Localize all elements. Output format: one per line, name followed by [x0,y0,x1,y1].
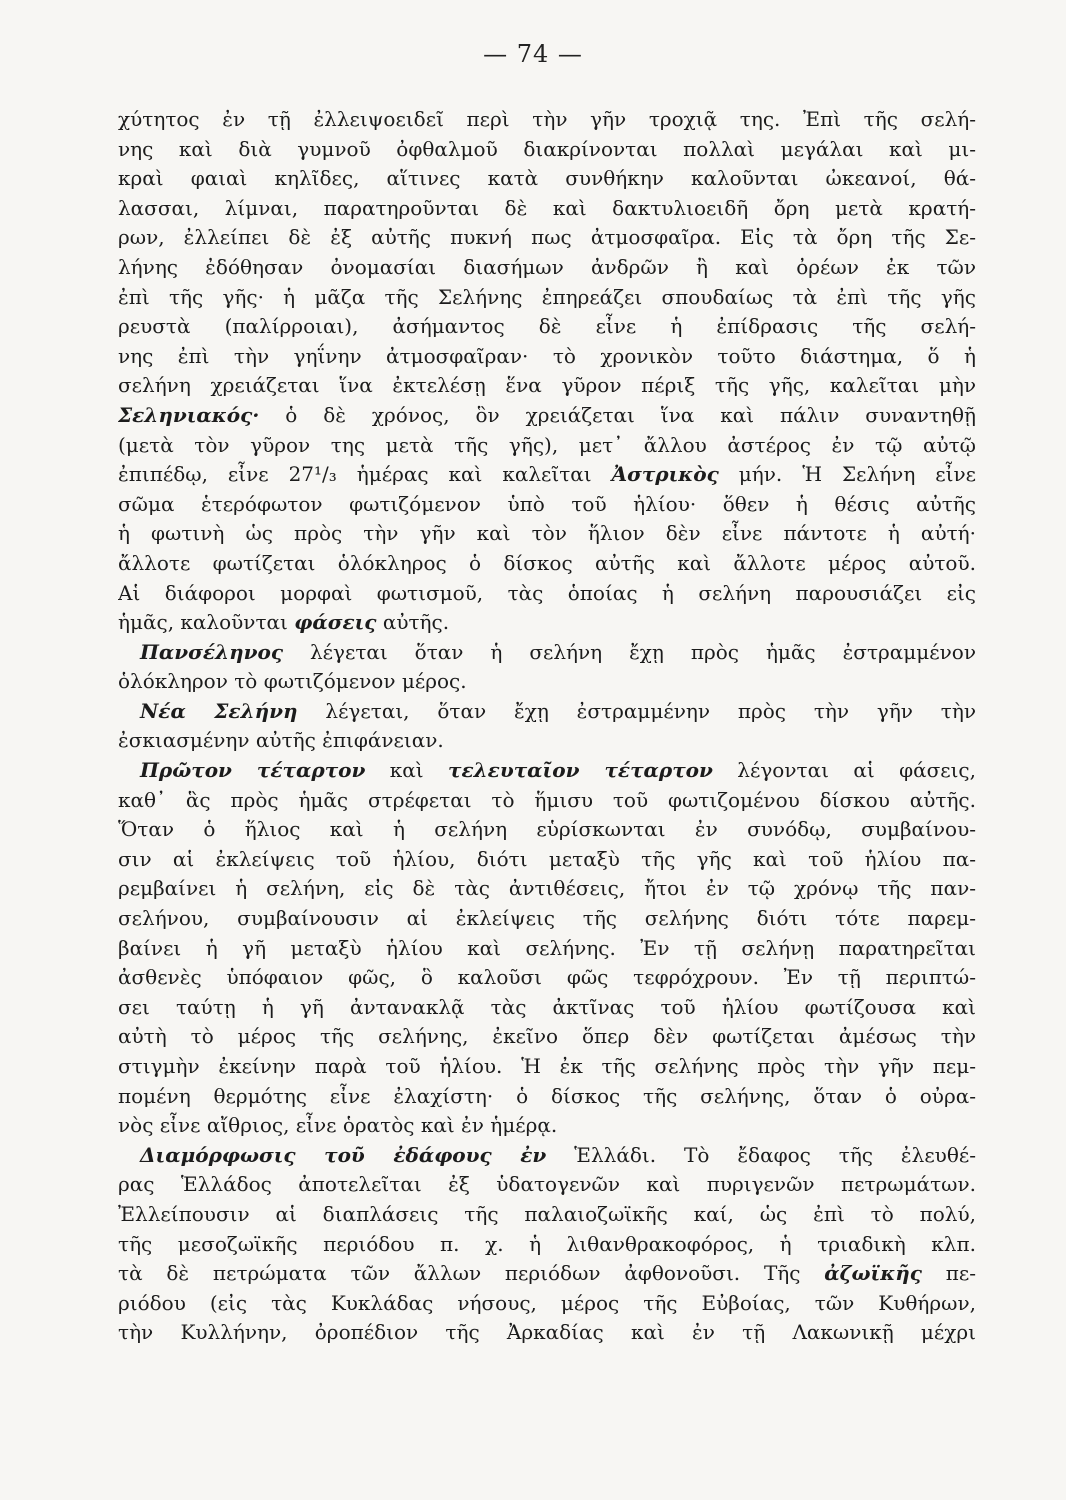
emphasized-term: Νέα Σελήνη [140,698,298,723]
line-text: τῆς μεσοζωϊκῆς περιόδου π. χ. ἡ λιθανθρακοφόρος, ἡ τριαδικὴ κλπ. [118,1231,976,1256]
text-line [118,667,976,697]
line-text: λήνης ἐδόθησαν ὀνομασίαι διασήμων ἀνδρῶν ἢ καὶ ὀρέων ἐκ τῶν [118,254,976,279]
line-text: χύτητος ἐν τῇ ἐλλειψοειδεῖ περὶ τὴν γῆν τροχιᾷ της. Ἐπὶ τῆς σελή- [118,107,976,131]
text-line [118,1082,976,1112]
line-text: ἡ φωτινὴ ὡς πρὸς τὴν γῆν καὶ τὸν ἥλιον δὲν εἶνε πάντοτε ἡ αὐτή· [118,521,976,546]
line-text: κραὶ φαιαὶ κηλῖδες, αἵτινες κατὰ συνθήκην καλοῦνται ὠκεανοί, θά- [118,166,976,191]
text-line [118,342,976,372]
line-text: νης καὶ διὰ γυμνοῦ ὀφθαλμοῦ διακρίνονται πολλαὶ μεγάλαι καὶ μι- [118,136,976,161]
line-text: σιν αἱ ἐκλείψεις τοῦ ἡλίου, διότι μεταξὺ τῆς γῆς καὶ τοῦ ἡλίου πα- [118,846,976,871]
text-line [118,1200,976,1230]
text-line [118,401,976,431]
text-line [118,549,976,579]
line-text: πομένη θερμότης εἶνε ἐλαχίστη· ὁ δίσκος τῆς σελήνης, ὅταν ὁ οὐρα- [118,1083,976,1108]
line-text: ρευστὰ (παλίρροιαι), ἀσήμαντος δὲ εἶνε ἡ ἐπίδρασις τῆς σελή- [118,314,976,339]
line-text: τὴν Κυλλήνην, ὀροπέδιον τῆς Ἀρκαδίας καὶ ἐν τῇ Λακωνικῇ μέχρι [118,1320,976,1345]
emphasized-term: τελευταῖον τέταρτον [448,758,713,783]
text-line [118,726,976,756]
line-text: ἐπὶ τῆς γῆς· ἡ μᾶζα τῆς Σελήνης ἐπηρεάζει σπουδαίως τὰ ἐπὶ τῆς γῆς [118,284,976,309]
line-text: νὸς εἶνε αἴθριος, εἶνε ὁρατὸς καὶ ἐν ἡμέρᾳ. [118,1113,558,1138]
text-line [118,460,976,490]
emphasized-term: Πρῶτον τέταρτον [140,758,366,783]
line-text: λασσαι, λίμναι, παρατηροῦνται δὲ καὶ δακτυλιοειδῆ ὄρη μετὰ κρατή- [118,195,976,220]
line-text: ἐσκιασμένην αὐτῆς ἐπιφάνειαν. [118,728,444,753]
line-text: ὁ δὲ χρόνος, ὃν χρειάζεται ἵνα καὶ πάλιν συναντηθῇ [259,402,976,427]
line-text: σελήνη χρειάζεται ἵνα ἐκτελέσῃ ἕνα γῦρον πέριξ τῆς γῆς, καλεῖται μὴν [118,373,976,398]
line-text: ρας Ἑλλάδος ἀποτελεῖται ἐξ ὑδατογενῶν καὶ πυριγενῶν πετρωμάτων. [118,1172,976,1197]
line-text: ἡμᾶς, καλοῦνται [118,610,295,635]
line-text: ἐπιπέδῳ, εἶνε 27¹/₃ ἡμέρας καὶ καλεῖται [118,462,612,487]
line-text: λέγονται αἱ φάσεις, [712,758,976,783]
text-line [118,253,976,283]
line-text: μήν. Ἡ Σελήνη εἶνε [718,462,976,487]
text-line [118,1318,976,1348]
emphasized-term: Διαμόρφωσις τοῦ ἐδάφους ἐν [140,1142,547,1167]
text-line [118,1111,976,1141]
text-line [118,312,976,342]
line-text: λέγεται ὅταν ἡ σελήνη ἔχῃ πρὸς ἡμᾶς ἐστραμμένον [283,639,976,664]
line-text: νης ἐπὶ τὴν γηΐνην ἀτμοσφαῖραν· τὸ χρονικὸν τοῦτο διάστημα, ὅ ἡ [118,343,976,368]
emphasized-term: Ἀστρικὸς [611,462,719,487]
text-line [118,490,976,520]
text-line [118,194,976,224]
page-number: — 74 — [483,40,583,68]
line-text: λέγεται, ὅταν ἔχῃ ἐστραμμένην πρὸς τὴν γῆν τὴν [297,698,976,723]
text-line [118,697,976,727]
line-text: τὰ δὲ πετρώματα τῶν ἄλλων περιόδων ἀφθονοῦσι. Τῆς [118,1261,825,1286]
line-text: σει ταύτῃ ἡ γῆ ἀντανακλᾷ τὰς ἀκτῖνας τοῦ ἡλίου φωτίζουσα καὶ [118,994,976,1019]
text-line [118,1052,976,1082]
text-line [118,815,976,845]
text-line [118,1259,976,1289]
text-line [118,934,976,964]
text-line [118,845,976,875]
line-text: ὁλόκληρον τὸ φωτιζόμενον μέρος. [118,669,467,694]
text-line [118,164,976,194]
text-line [118,904,976,934]
line-text: αὐτῆς. [376,610,450,635]
text-line [118,105,976,135]
text-line [118,135,976,165]
line-text: ἄλλοτε φωτίζεται ὁλόκληρος ὁ δίσκος αὐτῆς καὶ ἄλλοτε μέρος αὐτοῦ. [118,550,976,575]
text-line [118,874,976,904]
text-line [118,1170,976,1200]
line-text: (μετὰ τὸν γῦρον της μετὰ τῆς γῆς), μετ᾽ ἄλλου ἀστέρος ἐν τῷ αὐτῷ [118,432,976,457]
text-line [118,993,976,1023]
text-line [118,756,976,786]
line-text: Ὅταν ὁ ἥλιος καὶ ἡ σελήνη εὑρίσκωνται ἐν συνόδῳ, συμβαίνου- [118,817,976,842]
line-text: αὐτὴ τὸ μέρος τῆς σελήνης, ἐκεῖνο ὅπερ δὲν φωτίζεται ἀμέσως τὴν [118,1024,976,1049]
text-line [118,1141,976,1171]
text-line [118,371,976,401]
text-line [118,1230,976,1260]
text-line [118,223,976,253]
text-line [118,519,976,549]
line-text: Αἱ διάφοροι μορφαὶ φωτισμοῦ, τὰς ὁποίας ἡ σελήνη παρουσιάζει εἰς [118,580,976,605]
emphasized-term: Σεληνιακός· [118,402,260,427]
text-line [118,431,976,461]
text-line [118,786,976,816]
text-line [118,1289,976,1319]
text-line [118,638,976,668]
emphasized-term: ἀζωϊκῆς [824,1261,922,1286]
text-body [118,105,976,1348]
text-line [118,963,976,993]
emphasized-term: Πανσέληνος [140,639,284,664]
line-text: σελήνου, συμβαίνουσιν αἱ ἐκλείψεις τῆς σελήνης διότι τότε παρεμ- [118,906,976,931]
text-line [118,579,976,609]
line-text: ρων, ἐλλείπει δὲ ἐξ αὐτῆς πυκνή πως ἀτμοσφαῖρα. Εἰς τὰ ὄρη τῆς Σε- [118,225,976,250]
line-text: ἀσθενὲς ὑπόφαιον φῶς, ὃ καλοῦσι φῶς τεφρόχρουν. Ἐν τῇ περιπτώ- [118,965,976,990]
line-text: σῶμα ἑτερόφωτον φωτιζόμενον ὑπὸ τοῦ ἡλίου· ὅθεν ἡ θέσις αὐτῆς [118,491,976,516]
text-line [118,608,976,638]
line-text: Ἑλλάδι. Τὸ ἔδαφος τῆς ἐλευθέ- [546,1142,976,1167]
line-text: καθ᾽ ἃς πρὸς ἡμᾶς στρέφεται τὸ ἥμισυ τοῦ φωτιζομένου δίσκου αὐτῆς. [118,787,976,812]
emphasized-term: φάσεις [294,610,377,635]
line-text: καὶ [365,758,449,783]
line-text: Ἐλλείπουσιν αἱ διαπλάσεις τῆς παλαιοζωϊκῆς καί, ὡς ἐπὶ τὸ πολύ, [118,1201,976,1226]
line-text: βαίνει ἡ γῆ μεταξὺ ἡλίου καὶ σελήνης. Ἐν τῇ σελήνῃ παρατηρεῖται [118,935,976,960]
line-text: πε- [921,1261,976,1286]
text-line [118,283,976,313]
line-text: στιγμὴν ἐκείνην παρὰ τοῦ ἡλίου. Ἡ ἐκ τῆς σελήνης πρὸς τὴν γῆν πεμ- [118,1054,976,1078]
line-text: ρεμβαίνει ἡ σελήνη, εἰς δὲ τὰς ἀντιθέσεις, ἤτοι ἐν τῷ χρόνῳ τῆς παν- [118,876,976,901]
text-line [118,1022,976,1052]
line-text: ριόδου (εἰς τὰς Κυκλάδας νήσους, μέρος τῆς Εὐβοίας, τῶν Κυθήρων, [118,1290,976,1315]
